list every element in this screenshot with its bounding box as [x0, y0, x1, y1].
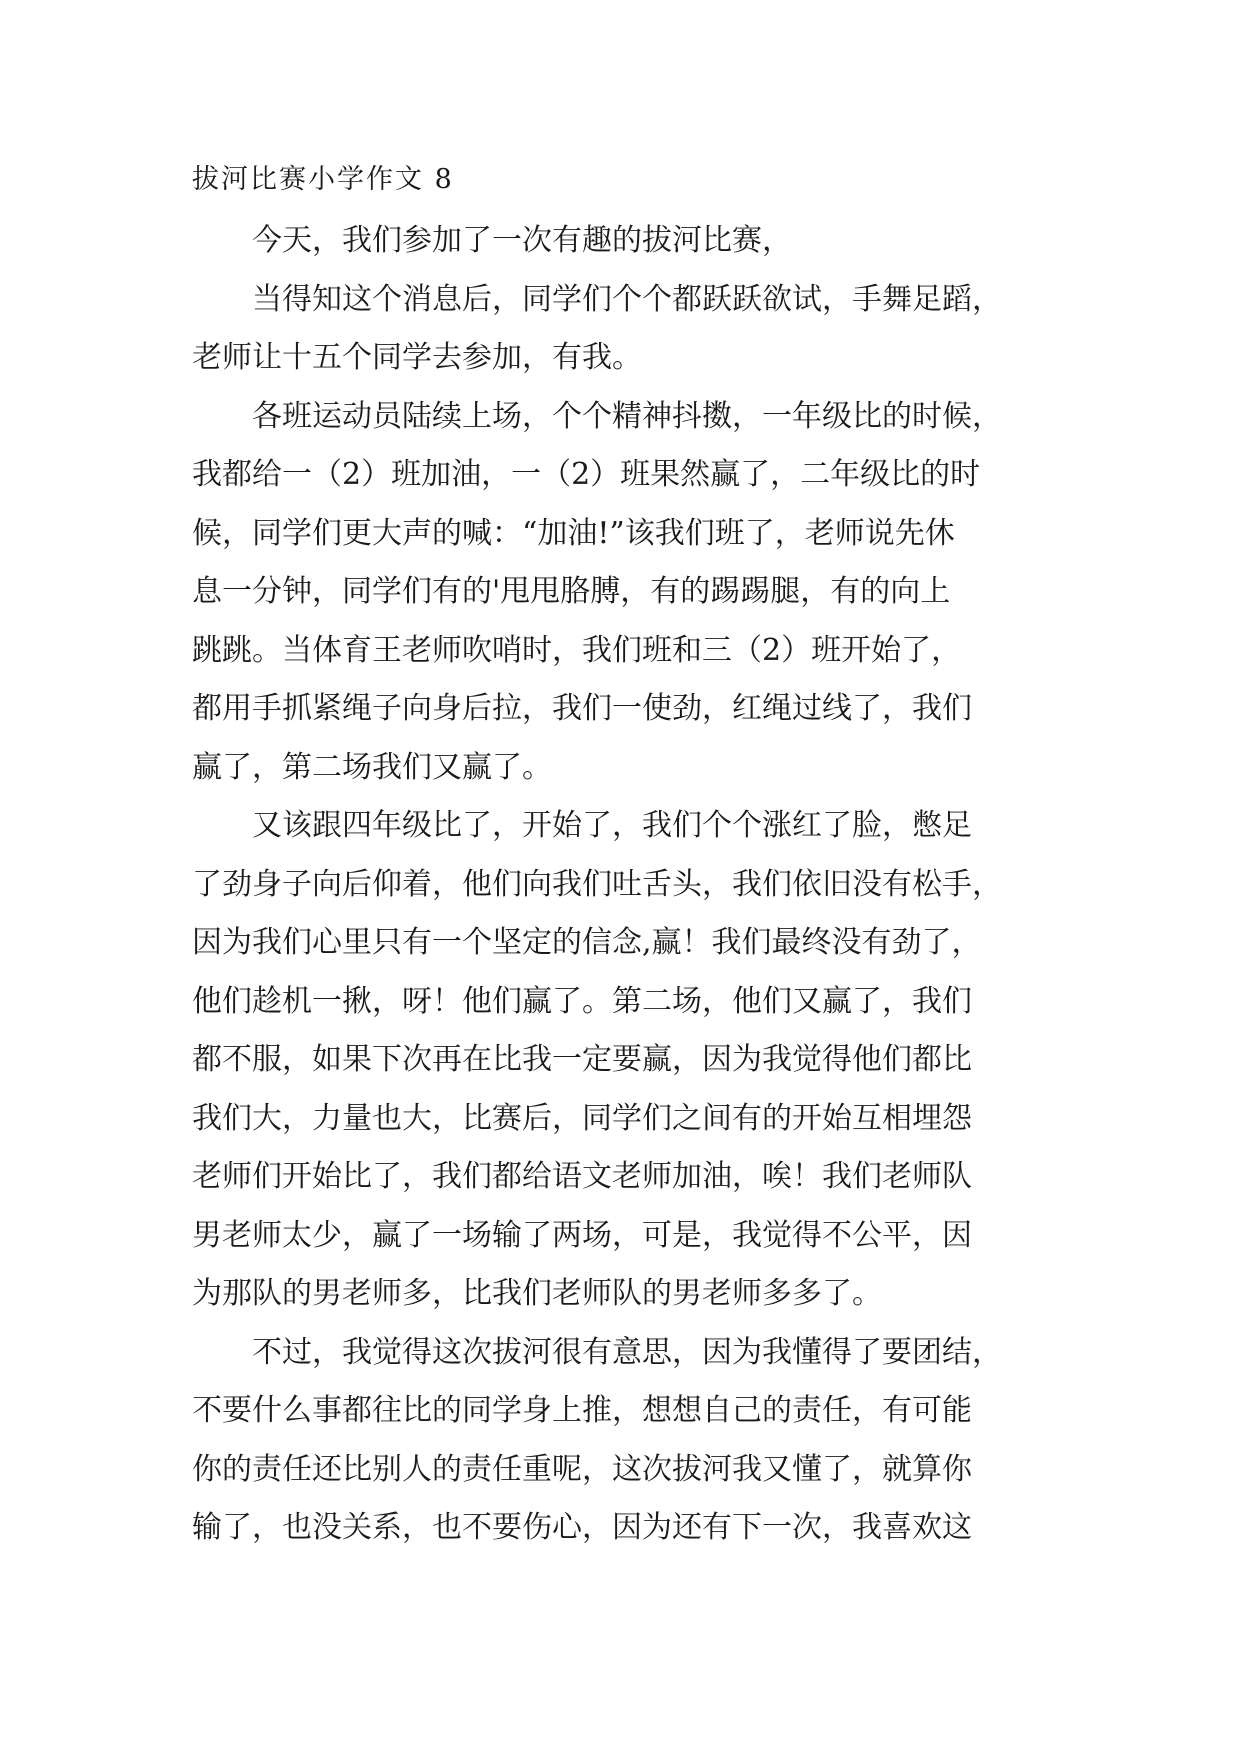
- text-line: 不过，我觉得这次拔河很有意思，因为我懂得了要团结，: [252, 1334, 1002, 1370]
- text-line: 候，同学们更大声的喊：“加油!”该我们班了，老师说先休: [192, 515, 955, 551]
- document-title: 拔河比赛小学作文 8: [192, 164, 454, 195]
- text-line: 男老师太少，赢了一场输了两场，可是，我觉得不公平，因: [192, 1217, 972, 1253]
- text-line: 跳跳。当体育王老师吹哨时，我们班和三（2）班开始了，: [192, 632, 962, 668]
- text-line: 了劲身子向后仰着，他们向我们吐舌头，我们依旧没有松手，: [192, 866, 1002, 902]
- text-line: 不要什么事都往比的同学身上推，想想自己的责任，有可能: [192, 1393, 972, 1428]
- paragraph: [192, 388, 1052, 798]
- text-line: 我们大，力量也大，比赛后，同学们之间有的开始互相埋怨: [192, 1100, 972, 1136]
- text-line: 各班运动员陆续上场，个个精神抖擞，一年级比的时候，: [252, 398, 1002, 434]
- text-line: 息一分钟，同学们有的'甩甩胳膊，有的踢踢腿，有的向上: [192, 574, 951, 609]
- paragraph: [192, 797, 1052, 1324]
- text-line: 赢了，第二场我们又赢了。: [192, 749, 552, 785]
- text-line: 输了，也没关系，也不要伤心，因为还有下一次，我喜欢这: [192, 1510, 972, 1545]
- text-line: 老师们开始比了，我们都给语文老师加油，唉！我们老师队: [192, 1159, 972, 1194]
- text-line: 都不服，如果下次再在比我一定要赢，因为我觉得他们都比: [192, 1042, 972, 1077]
- text-line: 老师让十五个同学去参加，有我。: [192, 340, 642, 375]
- text-line: 他们趁机一揪，呀！他们赢了。第二场，他们又赢了，我们: [192, 983, 972, 1019]
- paragraph: [192, 1324, 1052, 1558]
- text-line: 都用手抓紧绳子向身后拉，我们一使劲，红绳过线了，我们: [192, 691, 972, 726]
- text-line: 当得知这个消息后，同学们个个都跃跃欲试，手舞足蹈，: [252, 281, 1002, 317]
- text-line: 为那队的男老师多，比我们老师队的男老师多多了。: [192, 1276, 882, 1311]
- text-line: 我都给一（2）班加油，一（2）班果然赢了，二年级比的时: [192, 457, 981, 492]
- text-line: 今天，我们参加了一次有趣的拔河比赛，: [252, 223, 792, 258]
- text-line: 又该跟四年级比了，开始了，我们个个涨红了脸，憋足: [252, 808, 972, 843]
- text-line: 因为我们心里只有一个坚定的信念,赢！我们最终没有劲了，: [192, 925, 982, 960]
- paragraph: [192, 212, 1052, 271]
- document-body: [192, 160, 1052, 1558]
- text-line: 你的责任还比别人的责任重呢，这次拔河我又懂了，就算你: [192, 1451, 972, 1487]
- paragraph: [192, 271, 1052, 388]
